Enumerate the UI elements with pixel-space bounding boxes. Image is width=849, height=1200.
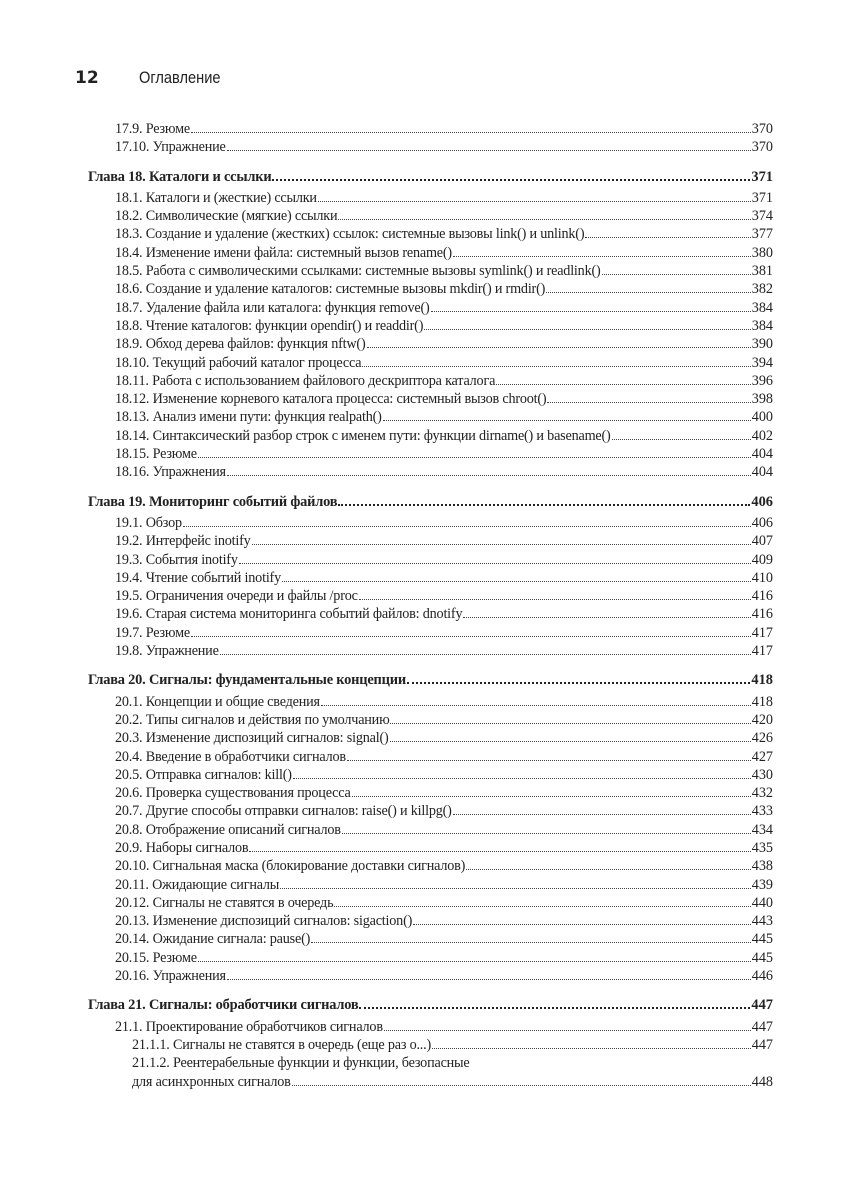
entry-page-number: 435 [751, 839, 773, 856]
entry-title: 19.1. Обзор [115, 514, 182, 531]
toc-section-entry[interactable] [115, 189, 773, 207]
toc-section-entry[interactable] [115, 225, 773, 243]
toc-section-entry[interactable] [115, 532, 773, 550]
entry-page-number: 382 [751, 281, 773, 298]
dot-leader [384, 1030, 751, 1031]
entry-page-number: 440 [751, 894, 773, 911]
toc-section-entry[interactable] [115, 372, 773, 390]
toc-section-entry[interactable] [115, 784, 773, 802]
dot-leader [612, 439, 751, 440]
dot-leader [220, 654, 751, 655]
entry-title: 20.3. Изменение диспозиций сигналов: signal() [115, 730, 389, 747]
entry-title: 20.16. Упражнения [115, 968, 226, 985]
entry-page-number: 394 [751, 354, 773, 371]
dot-leader [280, 888, 751, 889]
entry-title: 18.6. Создание и удаление каталогов: системные вызовы mkdir() и rmdir() [115, 281, 546, 298]
entry-page-number: 400 [751, 409, 773, 426]
dot-leader [362, 366, 750, 367]
toc-section-entry[interactable] [115, 445, 773, 463]
entry-title: 18.15. Резюме [115, 446, 197, 463]
entry-page-number: 384 [751, 317, 773, 334]
toc-section-entry[interactable] [115, 1018, 773, 1036]
entry-title: 19.7. Резюме [115, 624, 190, 641]
toc-section-entry[interactable] [115, 839, 773, 857]
toc-section-entry[interactable] [115, 569, 773, 587]
toc-chapter-entry[interactable] [88, 996, 773, 1014]
toc-section-entry[interactable] [115, 120, 773, 138]
entry-page-number: 404 [751, 464, 773, 481]
toc-section-entry[interactable] [115, 514, 773, 532]
toc-section-entry[interactable] [115, 766, 773, 784]
dot-leader [252, 544, 751, 545]
toc-section-entry[interactable] [115, 802, 773, 820]
entry-page-number: 416 [751, 588, 773, 605]
entry-page-number: 445 [751, 949, 773, 966]
entry-title: 17.10. Упражнение [115, 139, 226, 156]
toc-section-entry[interactable] [115, 876, 773, 894]
entry-title: Глава 20. Сигналы: фундаментальные концепции [88, 672, 406, 689]
entry-title: 20.9. Наборы сигналов [115, 839, 249, 856]
entry-page-number: 374 [751, 208, 773, 225]
toc-section-entry[interactable] [115, 280, 773, 298]
dot-leader [390, 741, 751, 742]
toc-chapter-entry[interactable] [88, 671, 773, 689]
entry-page-number: 406 [751, 493, 773, 510]
entry-title: 18.9. Обход дерева файлов: функция nftw() [115, 336, 366, 353]
dot-leader [432, 1048, 751, 1049]
entry-title: 18.16. Упражнения [115, 464, 226, 481]
entry-title: 20.5. Отправка сигналов: kill() [115, 766, 292, 783]
entry-title: 18.7. Удаление файла или каталога: функция remove() [115, 299, 430, 316]
entry-page-number: 434 [751, 821, 773, 838]
toc-section-entry[interactable] [115, 967, 773, 985]
dot-leader [546, 292, 751, 293]
entry-title: 20.13. Изменение диспозиций сигналов: sigaction() [115, 913, 413, 930]
toc-section-entry[interactable] [115, 912, 773, 930]
dot-leader [318, 201, 751, 202]
toc-section-entry[interactable] [115, 624, 773, 642]
dot-leader [466, 869, 751, 870]
entry-page-number: 370 [751, 121, 773, 137]
entry-page-number: 445 [751, 931, 773, 948]
toc-section-entry[interactable] [115, 642, 773, 660]
table-of-contents [0, 120, 849, 1091]
entry-title: 20.10. Сигнальная маска (блокирование доставки сигналов) [115, 858, 466, 875]
entry-page-number: 433 [751, 803, 773, 820]
dot-leader [347, 760, 751, 761]
entry-title: 19.2. Интерфейс inotify [115, 533, 251, 550]
entry-title: 18.10. Текущий рабочий каталог процесса [115, 354, 362, 371]
toc-section-entry[interactable] [115, 463, 773, 481]
entry-page-number: 380 [751, 244, 773, 261]
dot-leader [311, 942, 751, 943]
running-header [75, 68, 234, 88]
entry-page-number: 418 [751, 693, 773, 710]
entry-title: Глава 21. Сигналы: обработчики сигналов [88, 997, 359, 1014]
toc-section-entry[interactable] [115, 207, 773, 225]
running-title: Оглавление [139, 68, 221, 87]
entry-title: 20.7. Другие способы отправки сигналов: raise() и killpg() [115, 803, 452, 820]
toc-section-entry[interactable] [132, 1054, 773, 1072]
dot-leader [227, 475, 751, 476]
entry-title: 18.11. Работа с использованием файлового дескриптора каталога [115, 372, 496, 389]
entry-title: 19.5. Ограничения очереди и файлы /proc [115, 588, 358, 605]
entry-page-number: 447 [751, 1036, 773, 1053]
entry-title: 20.2. Типы сигналов и действия по умолчанию [115, 711, 390, 728]
entry-title: 18.1. Каталоги и (жесткие) ссылки [115, 189, 317, 206]
entry-page-number: 427 [751, 748, 773, 765]
entry-title-continuation: для асинхронных сигналов [132, 1073, 291, 1090]
toc-section-entry[interactable] [115, 605, 773, 623]
page-number: 12 [75, 68, 99, 88]
entry-title: 18.13. Анализ имени пути: функция realpath() [115, 409, 382, 426]
dot-leader [383, 420, 751, 421]
toc-section-entry[interactable] [115, 427, 773, 445]
dot-leader [463, 617, 750, 618]
toc-section-entry[interactable] [115, 587, 773, 605]
entry-page-number: 420 [751, 711, 773, 728]
toc-section-entry[interactable] [115, 894, 773, 912]
dot-leader [547, 402, 750, 403]
dot-leader [338, 504, 750, 506]
dot-leader [249, 851, 750, 852]
entry-title: 21.1. Проектирование обработчиков сигналов [115, 1018, 383, 1035]
entry-page-number: 407 [751, 533, 773, 550]
dot-leader [585, 237, 750, 238]
dot-leader [367, 347, 751, 348]
toc-section-entry[interactable] [115, 551, 773, 569]
toc-section-entry[interactable] [115, 244, 773, 262]
entry-title: 21.1.2. Реентерабельные функции и функции, безопасные [132, 1055, 470, 1072]
entry-page-number: 390 [751, 336, 773, 353]
entry-title: 20.15. Резюме [115, 949, 197, 966]
dot-leader [198, 457, 751, 458]
entry-title: 20.6. Проверка существования процесса [115, 785, 351, 802]
entry-page-number: 446 [751, 968, 773, 985]
entry-page-number: 417 [751, 643, 773, 660]
entry-title: 18.2. Символические (мягкие) ссылки [115, 208, 338, 225]
dot-leader [272, 179, 750, 181]
toc-section-entry[interactable] [115, 748, 773, 766]
toc-section-entry[interactable] [115, 930, 773, 948]
entry-title: 19.3. События inotify [115, 551, 238, 568]
entry-title: 18.14. Синтаксический разбор строк с именем пути: функции dirname() и basename() [115, 427, 611, 444]
toc-section-entry[interactable] [115, 335, 773, 353]
entry-title: 19.4. Чтение событий inotify [115, 569, 281, 586]
dot-leader [431, 311, 751, 312]
entry-page-number: 443 [751, 913, 773, 930]
dot-leader [191, 132, 751, 133]
entry-page-number: 426 [751, 730, 773, 747]
entry-title: 19.8. Упражнение [115, 643, 219, 660]
entry-page-number: 371 [751, 189, 773, 206]
dot-leader [342, 833, 751, 834]
entry-page-number: 410 [751, 569, 773, 586]
dot-leader [321, 705, 751, 706]
entry-page-number: 447 [751, 1018, 773, 1035]
entry-page-number: 398 [751, 391, 773, 408]
dot-leader [602, 274, 751, 275]
dot-leader [424, 329, 750, 330]
entry-title: 18.4. Изменение имени файла: системный вызов rename() [115, 244, 452, 261]
dot-leader [390, 723, 750, 724]
entry-title: 20.1. Концепции и общие сведения [115, 693, 320, 710]
toc-section-entry[interactable] [115, 821, 773, 839]
toc-chapter-entry[interactable] [88, 493, 773, 511]
entry-title: 19.6. Старая система мониторинга событий файлов: dnotify [115, 606, 463, 623]
entry-page-number: 448 [751, 1073, 773, 1090]
toc-section-entry[interactable] [115, 138, 773, 156]
dot-leader [453, 256, 751, 257]
toc-entry-continuation[interactable] [132, 1073, 773, 1091]
dot-leader [352, 796, 751, 797]
dot-leader [227, 979, 751, 980]
dot-leader [407, 682, 750, 684]
toc-section-entry[interactable] [115, 408, 773, 426]
entry-page-number: 381 [751, 263, 773, 280]
entry-page-number: 432 [751, 785, 773, 802]
entry-page-number: 370 [751, 139, 773, 156]
entry-title: 20.12. Сигналы не ставятся в очередь [115, 894, 334, 911]
entry-page-number: 409 [751, 551, 773, 568]
toc-section-entry[interactable] [132, 1036, 773, 1054]
entry-page-number: 430 [751, 766, 773, 783]
dot-leader [453, 814, 751, 815]
entry-page-number: 417 [751, 624, 773, 641]
entry-title: 20.14. Ожидание сигнала: pause() [115, 931, 311, 948]
entry-page-number: 404 [751, 446, 773, 463]
toc-section-entry[interactable] [115, 262, 773, 280]
toc-section-entry[interactable] [115, 729, 773, 747]
entry-title: 21.1.1. Сигналы не ставятся в очередь (еще раз о...) [132, 1036, 432, 1053]
dot-leader [338, 219, 750, 220]
entry-page-number: 418 [751, 672, 773, 689]
dot-leader [359, 1007, 750, 1009]
dot-leader [282, 581, 751, 582]
entry-title: 18.12. Изменение корневого каталога процесса: системный вызов chroot() [115, 391, 547, 408]
toc-section-entry[interactable] [115, 857, 773, 875]
entry-title: 18.5. Работа с символическими ссылками: системные вызовы symlink() и readlink() [115, 263, 601, 280]
entry-title: 20.4. Введение в обработчики сигналов [115, 748, 346, 765]
entry-page-number: 377 [751, 226, 773, 243]
entry-page-number: 438 [751, 858, 773, 875]
dot-leader [359, 599, 751, 600]
entry-page-number: 439 [751, 876, 773, 893]
toc-section-entry[interactable] [115, 693, 773, 711]
entry-page-number: 406 [751, 514, 773, 531]
entry-title: 17.9. Резюме [115, 121, 190, 137]
dot-leader [413, 924, 751, 925]
entry-title: Глава 19. Мониторинг событий файлов [88, 493, 338, 510]
toc-section-entry[interactable] [115, 390, 773, 408]
toc-section-entry[interactable] [115, 299, 773, 317]
entry-title: Глава 18. Каталоги и ссылки [88, 168, 272, 185]
dot-leader [496, 384, 751, 385]
dot-leader [191, 636, 751, 637]
entry-page-number: 384 [751, 299, 773, 316]
dot-leader [293, 778, 751, 779]
toc-section-entry[interactable] [115, 317, 773, 335]
entry-title: 20.8. Отображение описаний сигналов [115, 821, 341, 838]
dot-leader [183, 526, 751, 527]
dot-leader [334, 906, 750, 907]
entry-title: 18.8. Чтение каталогов: функции opendir() и readdir() [115, 317, 424, 334]
toc-section-entry[interactable] [115, 354, 773, 372]
entry-title: 20.11. Ожидающие сигналы [115, 876, 280, 893]
entry-page-number: 416 [751, 606, 773, 623]
dot-leader [239, 563, 751, 564]
toc-chapter-entry[interactable] [88, 168, 773, 186]
entry-title: 18.3. Создание и удаление (жестких) ссылок: системные вызовы link() и unlink() [115, 226, 585, 243]
entry-page-number: 402 [751, 427, 773, 444]
toc-section-entry[interactable] [115, 711, 773, 729]
entry-page-number: 447 [751, 997, 773, 1014]
toc-section-entry[interactable] [115, 949, 773, 967]
dot-leader [292, 1085, 751, 1086]
entry-page-number: 396 [751, 372, 773, 389]
dot-leader [227, 150, 751, 151]
entry-page-number: 371 [751, 168, 773, 185]
dot-leader [198, 961, 751, 962]
